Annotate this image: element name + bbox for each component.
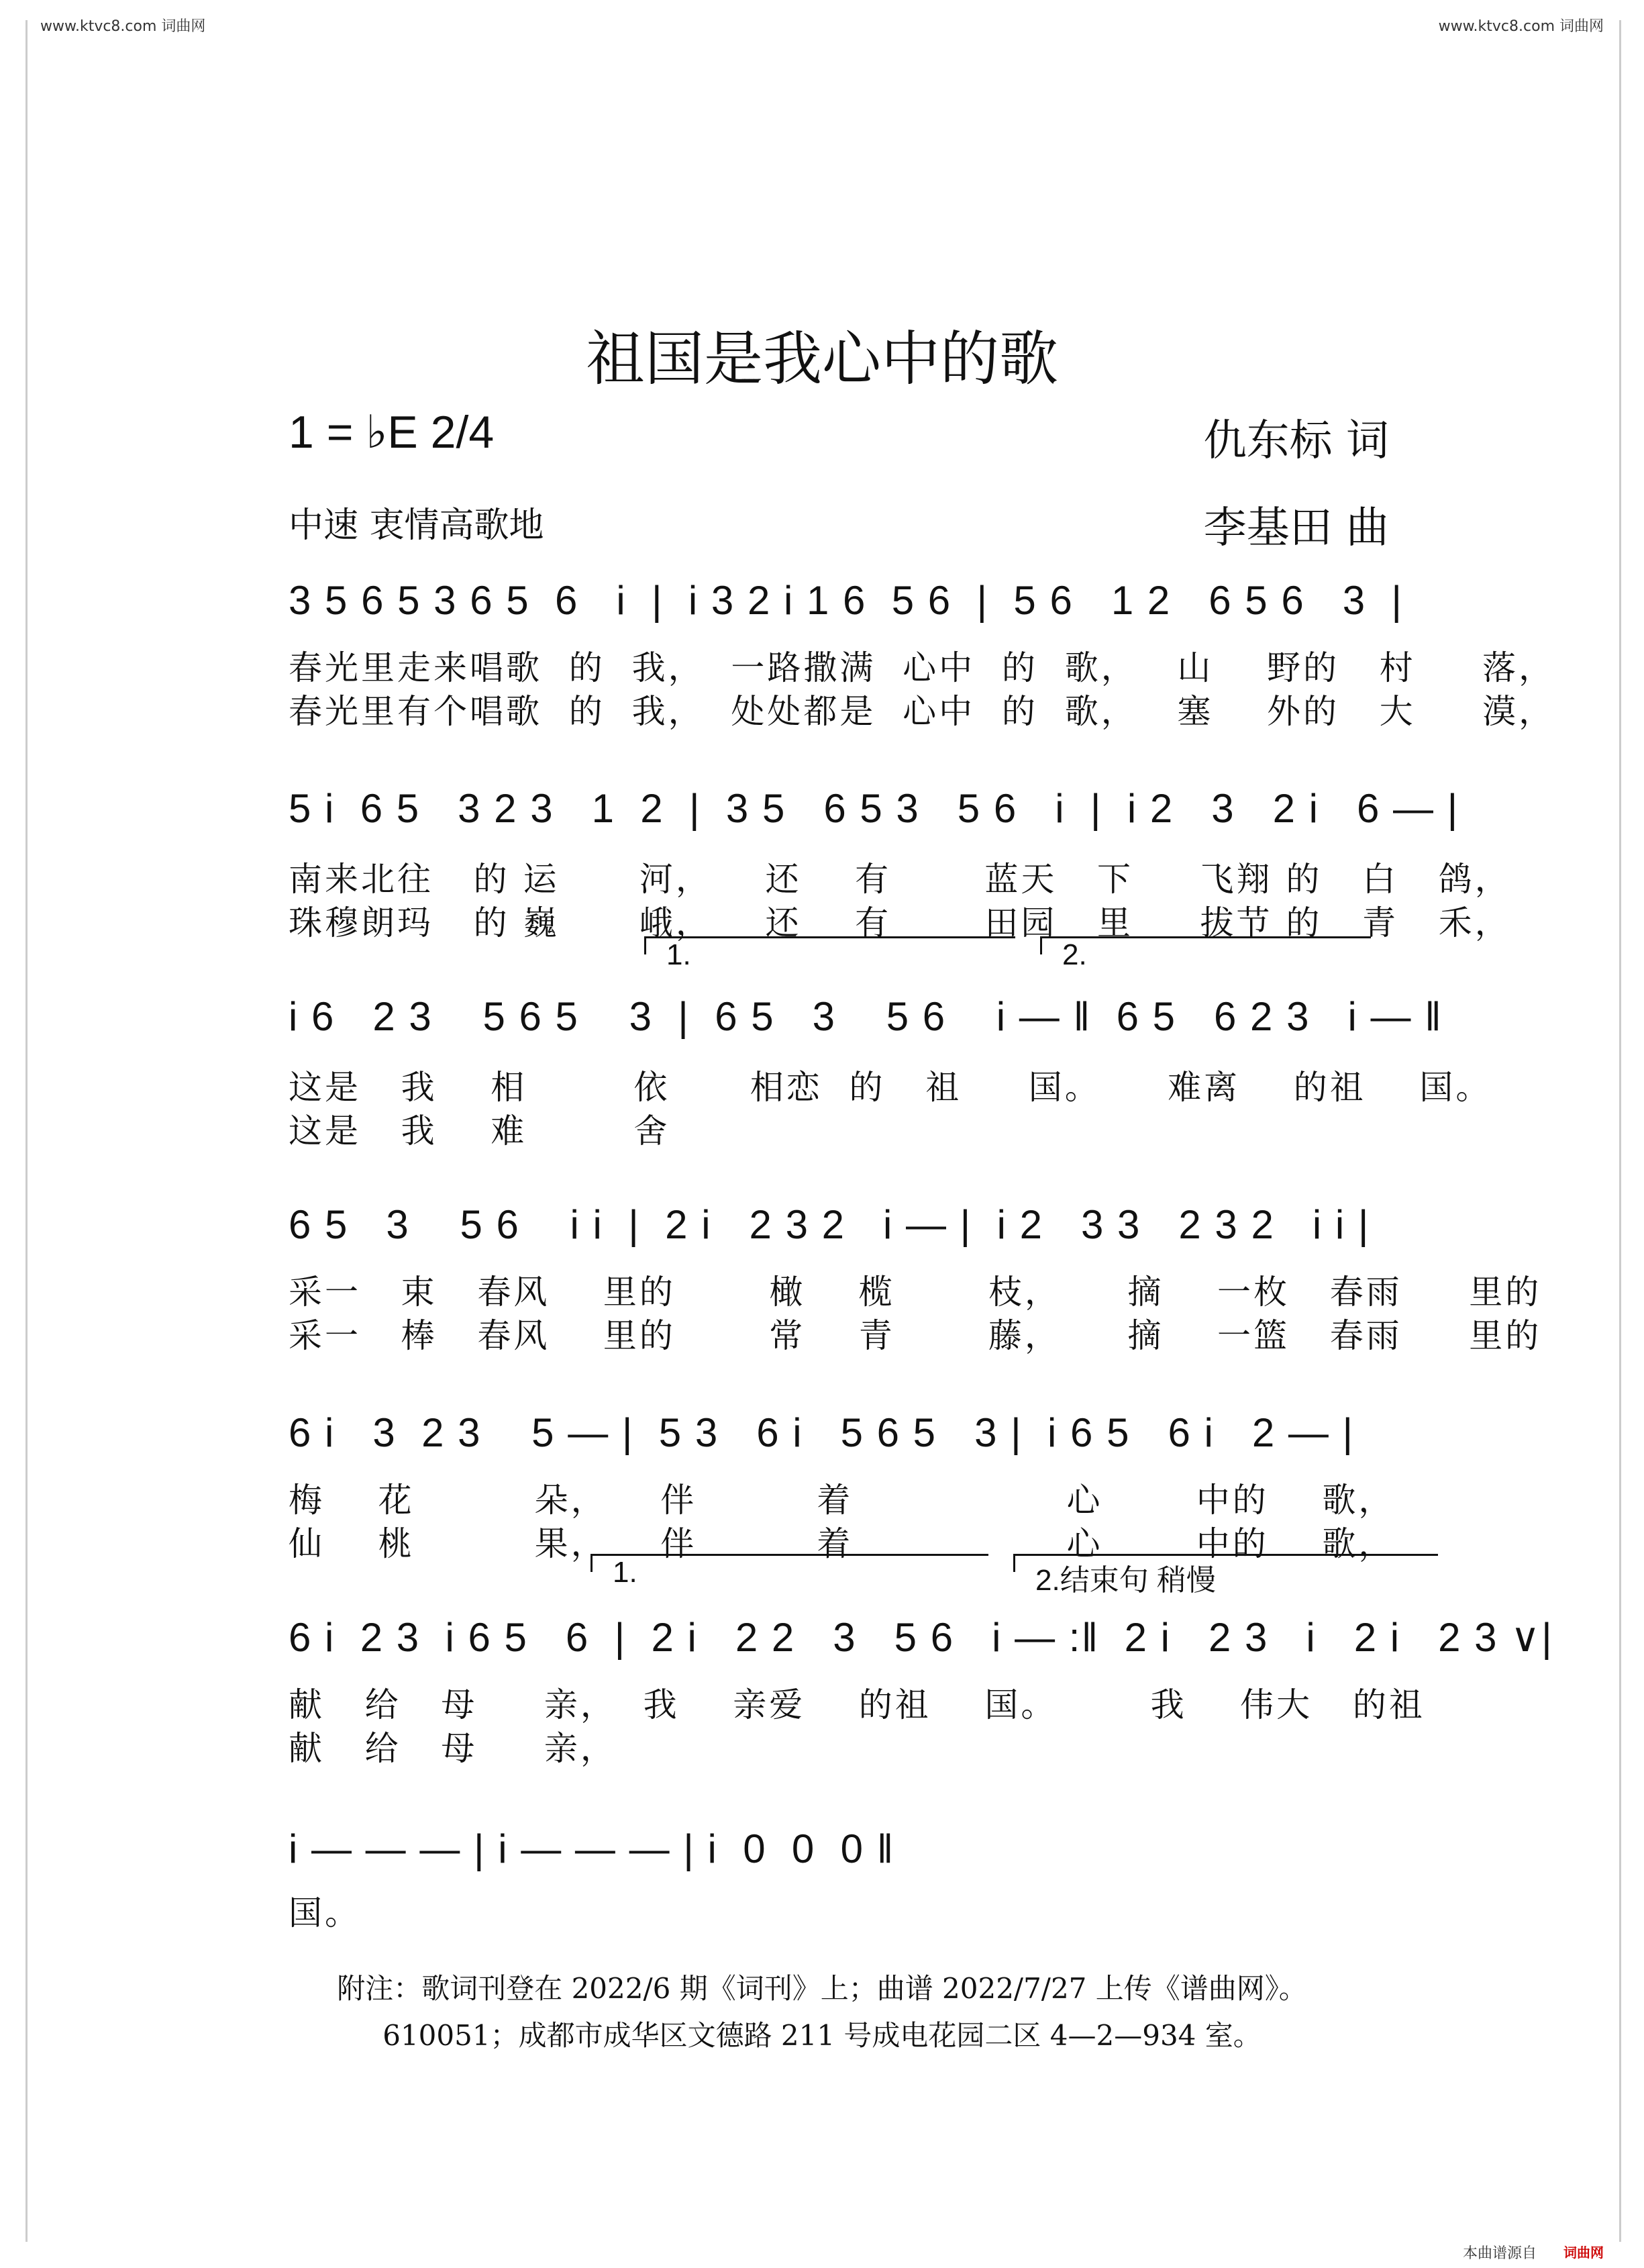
- lyric-line-6-verse-1: 献 给 母 亲， 我 亲爱 的祖 国。 我 伟大 的祖: [289, 1685, 1425, 1724]
- lyric-line-7-verse-1: 国。: [289, 1893, 361, 1932]
- notation-line-2: 5 i 6 5 3 2 3 1 2 | 3 5 6 5 3 5 6 i | i 2 3 2 i 6 — |: [289, 786, 1459, 831]
- lyric-line-5-verse-1: 梅 花 朵， 伴 着 心 中的 歌，: [289, 1481, 1395, 1520]
- lyric-line-6-verse-2: 献 给 母 亲，: [289, 1729, 617, 1768]
- volta-first-ending-b: 1.: [590, 1554, 988, 1572]
- lyric-line-3-verse-1: 这是 我 相 依 相恋 的 祖 国。 难离 的祖 国。: [289, 1068, 1492, 1107]
- notation-line-4: 6 5 3 5 6 i i | 2 i 2 3 2 i — | i 2 3 3 2 3 2 i i |: [289, 1202, 1370, 1247]
- lyric-line-2-verse-1: 南来北往 的 运 河， 还 有 蓝天 下 飞翔 的 白 鸽，: [289, 860, 1511, 899]
- key-signature: 1 = ♭E 2/4: [289, 407, 495, 458]
- volta-first-ending-a: 1.: [644, 936, 1015, 954]
- tempo-marking: 中速 衷情高歌地: [289, 505, 544, 546]
- footnote-line-2: 610051；成都市成华区文德路 211 号成电花园二区 4—2—934 室。: [382, 2019, 1262, 2052]
- lyric-line-4-verse-2: 采一 棒 春风 里的 常 青 藤， 摘 一篮 春雨 里的: [289, 1316, 1542, 1355]
- notation-line-6: 6 i 2 3 i 6 5 6 | 2 i 2 2 3 5 6 i — :‖ 2 i 2 3 i 2 i 2 3 ∨|: [289, 1615, 1553, 1660]
- volta-second-ending-b: 2.结束句 稍慢: [1013, 1554, 1438, 1572]
- site-watermark-left: www.ktvc8.com 词曲网: [40, 18, 206, 35]
- footnote-line-1: 附注：歌词刊登在 2022/6 期《词刊》上；曲谱 2022/7/27 上传《谱曲网》。: [337, 1972, 1307, 2005]
- lyric-line-1-verse-1: 春光里走来唱歌 的 我， 一路撒满 心中 的 歌， 山 野的 村 落，: [289, 648, 1555, 687]
- lyric-line-5-verse-2: 仙 桃 果， 伴 着 心 中的 歌，: [289, 1524, 1395, 1563]
- notation-line-1: 3 5 6 5 3 6 5 6 i | i 3 2 i 1 6 5 6 | 5 6 1 2 6 5 6 3 |: [289, 578, 1404, 623]
- notation-line-5: 6 i 3 2 3 5 — | 5 3 6 i 5 6 5 3 | i 6 5 6 i 2 — |: [289, 1410, 1355, 1455]
- song-title: 祖国是我心中的歌: [585, 324, 1058, 393]
- lyric-line-3-verse-2: 这是 我 难 舍: [289, 1112, 670, 1150]
- notation-line-7: i — — — | i — — — | i 0 0 0 ‖: [289, 1826, 895, 1871]
- site-watermark-right: www.ktvc8.com 词曲网: [1438, 18, 1604, 35]
- lyricist-credit: 仇东标 词: [1203, 416, 1389, 466]
- lyric-line-4-verse-1: 采一 束 春风 里的 橄 榄 枝， 摘 一枚 春雨 里的: [289, 1273, 1542, 1312]
- lyric-line-1-verse-2: 春光里有个唱歌 的 我， 处处都是 心中 的 歌， 塞 外的 大 漠，: [289, 692, 1555, 731]
- lyric-line-2-verse-2: 珠穆朗玛 的 巍 峨， 还 有 田园 里 拔节 的 青 禾，: [289, 903, 1511, 942]
- footer-brand: 词曲网: [1563, 2245, 1604, 2261]
- footer-source-label: 本曲谱源自: [1463, 2245, 1537, 2262]
- notation-line-3: i 6 2 3 5 6 5 3 | 6 5 3 5 6 i — ‖ 6 5 6 2 3 i — ‖: [289, 994, 1443, 1039]
- volta-second-ending-a: 2.: [1040, 936, 1371, 954]
- composer-credit: 李基田 曲: [1203, 503, 1389, 553]
